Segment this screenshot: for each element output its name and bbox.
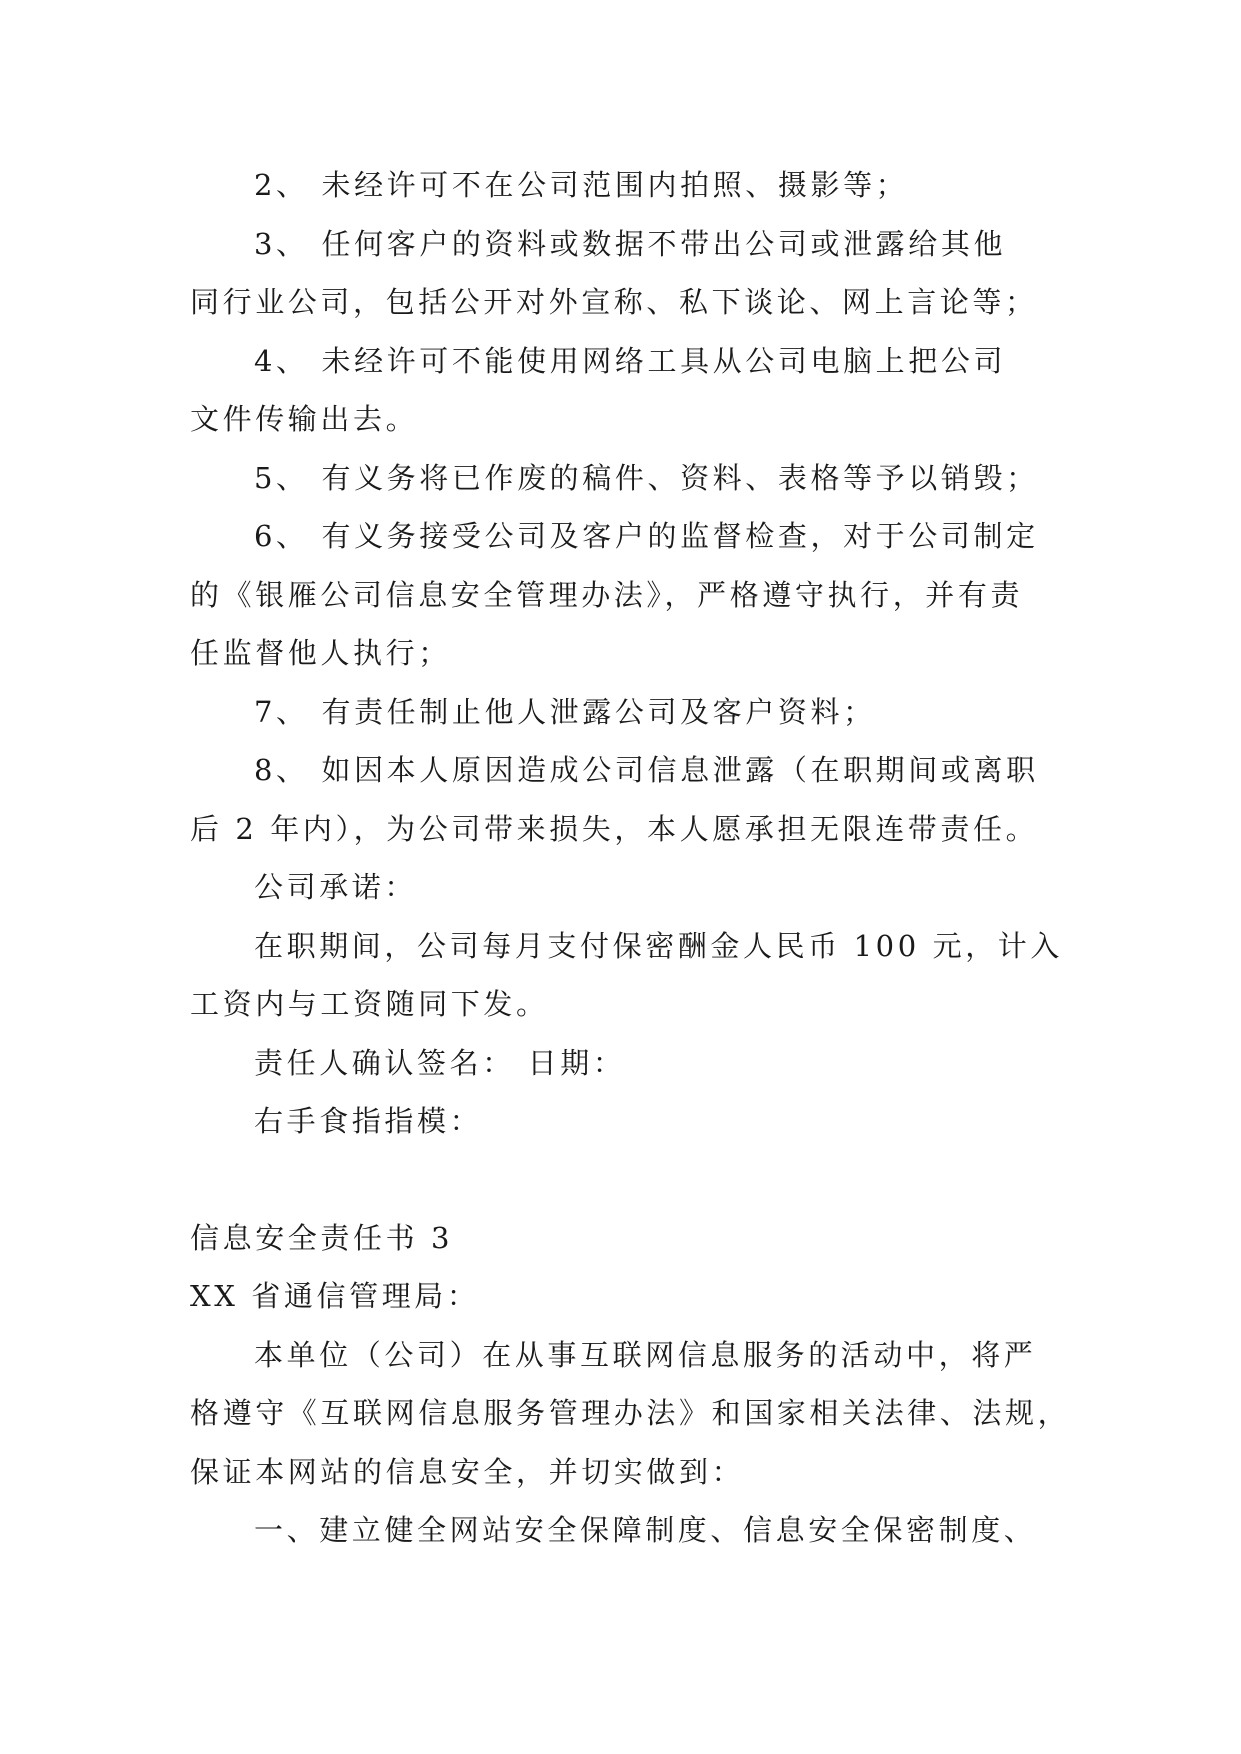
section-spacer: [190, 1151, 1070, 1209]
body-line-2: 格遵守《互联网信息服务管理办法》和国家相关法律、法规，: [190, 1396, 1071, 1430]
clause-4-line-1: 4、 未经许可不能使用网络工具从公司电脑上把公司: [254, 343, 1007, 378]
body-line-1: 本单位（公司）在从事互联网信息服务的活动中，将严: [254, 1337, 1037, 1372]
company-commitment-line-1: 在职期间，公司每月支付保密酬金人民币 100 元，计入: [254, 928, 1063, 963]
clause-2: 2、 未经许可不在公司范围内拍照、摄影等；: [254, 168, 909, 202]
signature-date-line: 责任人确认签名： 日期：: [254, 1045, 626, 1080]
clause-3-line-2: 同行业公司，包括公开对外宣称、私下谈论、网上言论等；: [190, 285, 1038, 319]
clause-3-line-1: 3、 任何客户的资料或数据不带出公司或泄露给其他: [254, 226, 1007, 261]
fingerprint-line: 右手食指指模：: [254, 1104, 483, 1138]
clause-5: 5、 有义务将已作废的稿件、资料、表格等予以销毁；: [254, 460, 1039, 495]
clause-6-line-1: 6、 有义务接受公司及客户的监督检查，对于公司制定: [254, 519, 1039, 553]
addressee: XX 省通信管理局：: [190, 1279, 480, 1313]
body-line-3: 保证本网站的信息安全，并切实做到：: [190, 1454, 745, 1489]
body-line-4: 一、建立健全网站安全保障制度、信息安全保密制度、: [254, 1513, 1037, 1547]
section-title: 信息安全责任书 3: [190, 1220, 454, 1255]
clause-4-line-2: 文件传输出去。: [190, 402, 419, 436]
company-commitment-heading: 公司承诺：: [254, 870, 418, 904]
document-body: [190, 156, 1070, 1560]
clause-6-line-2: 的《银雁公司信息安全管理办法》，严格遵守执行，并有责: [190, 577, 1024, 612]
company-commitment-line-2: 工资内与工资随同下发。: [190, 987, 549, 1021]
clause-6-line-3: 任监督他人执行；: [190, 636, 451, 670]
clause-8-line-2: 后 2 年内），为公司带来损失，本人愿承担无限连带责任。: [190, 811, 1039, 846]
clause-8-line-1: 8、 如因本人原因造成公司信息泄露（在职期间或离职: [254, 753, 1039, 787]
clause-7: 7、 有责任制止他人泄露公司及客户资料；: [254, 694, 876, 729]
